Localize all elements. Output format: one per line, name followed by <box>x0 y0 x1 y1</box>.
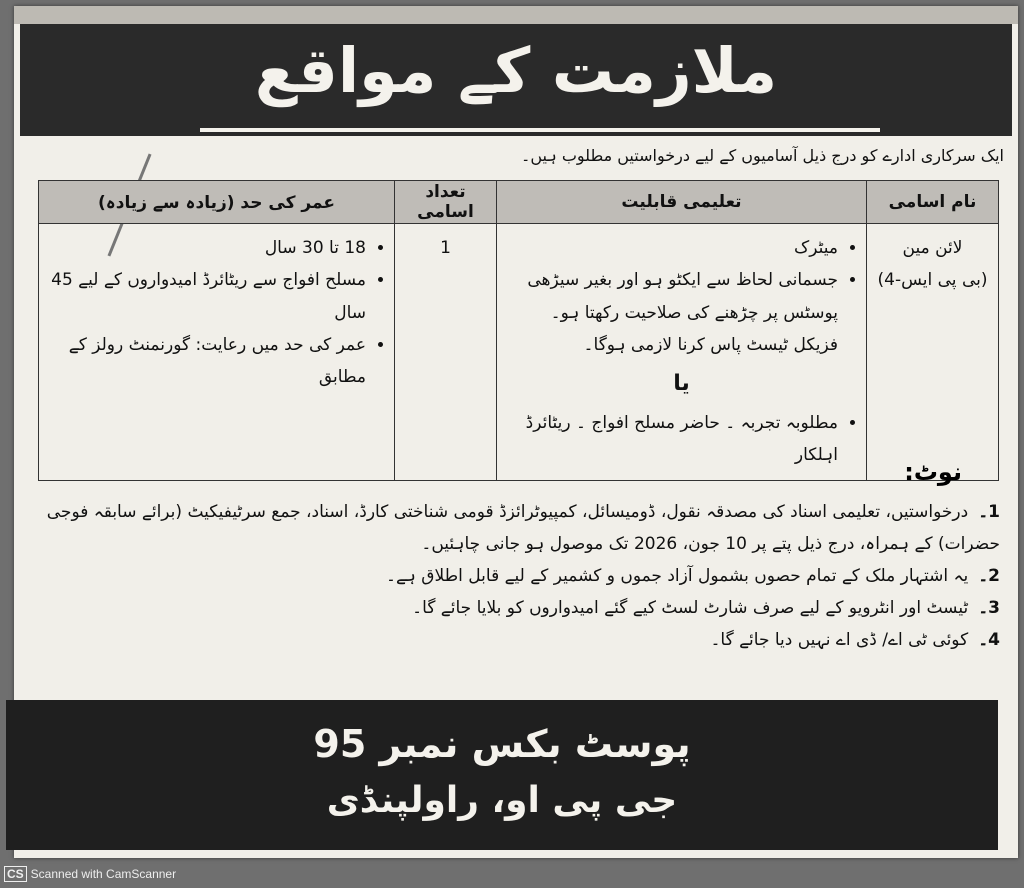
note-text: کوئی ٹی اے/ ڈی اے نہیں دیا جائے گا۔ <box>710 630 969 650</box>
table-row <box>39 224 999 481</box>
cell-age <box>39 224 395 481</box>
notes-list <box>32 496 1000 656</box>
header-post: نام اسامی <box>867 181 999 224</box>
note-text: درخواستیں، تعلیمی اسناد کی مصدقہ نقول، ڈومیسائل، کمپیوٹرائزڈ قومی شناختی کارڈ، اسناد، جمع سرٹیفیکیٹ (برائے سابقہ فوجی حضرات) کے ہمراہ، درج ذیل پتے پر 10 جون، 2026 تک موصول ہو جانی چاہئیں۔ <box>46 502 1000 554</box>
cell-qualification <box>497 224 867 481</box>
note-item <box>32 496 1000 560</box>
jobs-table <box>38 180 999 481</box>
note-item <box>32 560 1000 592</box>
qualification-item: • جسمانی لحاظ سے ایکٹو ہو اور بغیر سیڑھی پوسٹس پر چڑھنے کی صلاحیت رکھتا ہو۔ فزیکل ٹیسٹ پاس کرنا لازمی ہوگا۔ <box>507 264 838 361</box>
note-number: 3۔ <box>978 598 1000 618</box>
ad-title: ملازمت کے مواقع <box>254 34 778 107</box>
scanner-watermark <box>4 866 176 882</box>
top-strip <box>14 6 1018 24</box>
title-underline <box>200 128 880 132</box>
note-item <box>32 624 1000 656</box>
note-number: 1۔ <box>978 502 1000 522</box>
age-item: • 18 تا 30 سال <box>49 232 366 264</box>
header-band <box>20 24 1012 136</box>
cell-count: 1 <box>395 224 497 481</box>
note-item <box>32 592 1000 624</box>
post-name: لائن مین <box>902 238 963 258</box>
note-text: یہ اشتہار ملک کے تمام حصوں بشمول آزاد جموں و کشمیر کے لیے قابل اطلاق ہے۔ <box>386 566 969 586</box>
header-count: تعداد اسامی <box>395 181 497 224</box>
footer-address-line1: پوسٹ بکس نمبر 95 <box>313 722 691 766</box>
notes-title: نوٹ: <box>904 458 962 486</box>
header-qualification: تعلیمی قابلیت <box>497 181 867 224</box>
note-text: ٹیسٹ اور انٹرویو کے لیے صرف شارٹ لسٹ کیے گئے امیدواروں کو بلایا جائے گا۔ <box>412 598 969 618</box>
footer-address-line2: جی پی او، راولپنڈی <box>326 780 678 821</box>
note-number: 4۔ <box>978 630 1000 650</box>
footer-band <box>6 700 998 850</box>
qualification-item: • میٹرک <box>507 232 838 264</box>
qualification-item: • مطلوبہ تجربہ ۔ حاضر مسلح افواج ۔ ریٹائرڈ اہلکار <box>507 407 838 472</box>
age-item: • مسلح افواج سے ریٹائرڈ امیدواروں کے لیے 45 سال <box>49 264 366 329</box>
intro-text: ایک سرکاری ادارے کو درج ذیل آسامیوں کے لیے درخواستیں مطلوب ہیں۔ <box>521 146 1004 165</box>
note-number: 2۔ <box>978 566 1000 586</box>
post-scale: (بی پی ایس-4) <box>877 270 988 291</box>
or-label: یا <box>673 371 690 397</box>
watermark-text: Scanned with CamScanner <box>30 867 177 881</box>
header-age: عمر کی حد (زیادہ سے زیادہ) <box>39 181 395 224</box>
camscanner-logo-icon: CS <box>4 866 27 882</box>
age-item: • عمر کی حد میں رعایت: گورنمنٹ رولز کے مطابق <box>49 329 366 394</box>
cell-post <box>867 224 999 481</box>
table-header-row <box>39 181 999 224</box>
